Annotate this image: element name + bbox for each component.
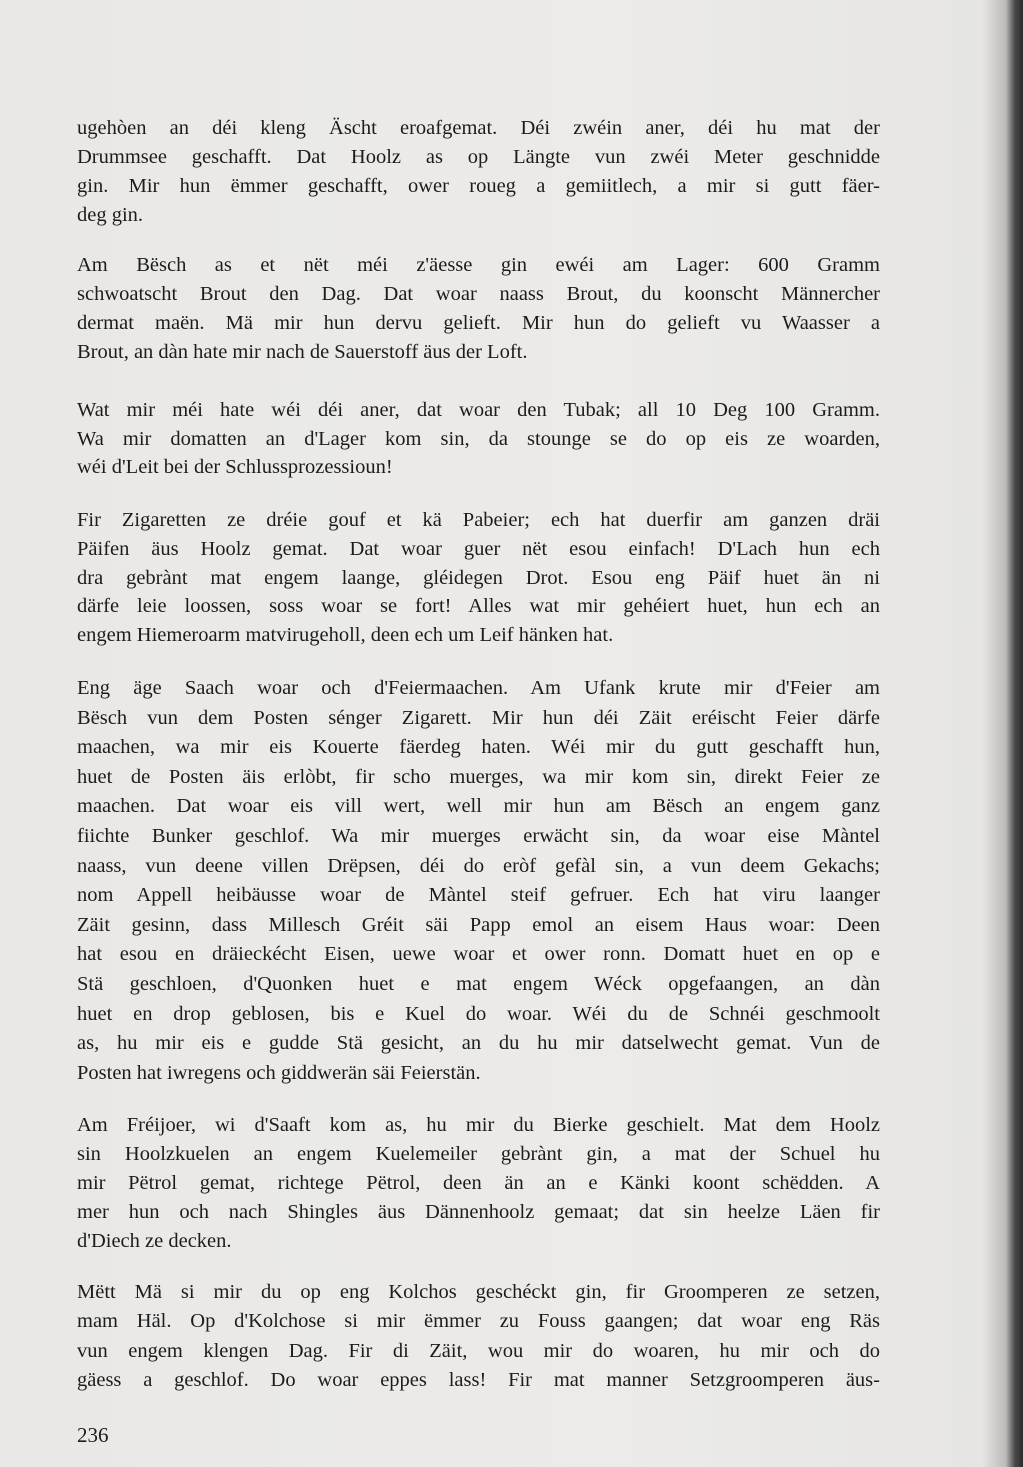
text-line: Bësch vun dem Posten sénger Zigarett. Mir hun déi Zäit eréischt Feier därfe <box>77 706 880 729</box>
text-line: mir Pëtrol gemat, richtege Pëtrol, deen än an e Känki koont schëdden. A <box>77 1172 880 1194</box>
text-line: Eng äge Saach woar och d'Feiermaachen. Am Ufank krute mir d'Feier am <box>77 677 880 699</box>
text-line: gin. Mir hun ëmmer geschafft, ower roueg a gemiitlech, a mir si gutt fäer- <box>77 175 880 197</box>
text-line: därfe leie loossen, soss woar se fort! Alles wat mir gehéiert huet, hun ech an <box>77 595 880 618</box>
text-line: huet de Posten äis erlòbt, fir scho muerges, wa mir kom sin, direkt Feier ze <box>77 765 880 788</box>
text-line: maachen, wa mir eis Kouerte fäerdeg haten. Wéi mir du gutt geschafft hun, <box>77 736 880 759</box>
text-line: gäess a geschlof. Do woar eppes lass! Fir mat manner Setzgroomperen äus- <box>77 1368 880 1391</box>
text-line: d'Diech ze decken. <box>77 1230 232 1252</box>
text-line: dra gebrànt mat engem laange, gléidegen Drot. Esou eng Päif huet än ni <box>77 566 880 589</box>
text-line: Stä geschloen, d'Quonken huet e mat engem Wéck opgefaangen, an dàn <box>77 973 880 995</box>
text-line: Wa mir domatten an d'Lager kom sin, da stounge se do op eis ze woarden, <box>77 427 880 450</box>
text-line: fiichte Bunker geschlof. Wa mir muerges erwächt sin, da woar eise Màntel <box>77 825 880 847</box>
text-line: Drummsee geschafft. Dat Hoolz as op Längte vun zwéi Meter geschnidde <box>77 146 880 168</box>
text-line: Mëtt Mä si mir du op eng Kolchos geschéckt gin, fir Groomperen ze setzen, <box>77 1281 880 1303</box>
text-line: wéi d'Leit bei der Schlussprozessioun! <box>77 456 393 479</box>
text-line: mer hun och nach Shingles äus Dännenhoolz gemaat; dat sin heelze Läen fir <box>77 1201 880 1223</box>
page-number: 236 <box>77 1423 109 1447</box>
text-line: Posten hat iwregens och giddwerän säi Feierstän. <box>77 1061 481 1084</box>
text-line: Wat mir méi hate wéi déi aner, dat woar den Tubak; all 10 Deg 100 Gramm. <box>77 399 880 421</box>
text-line: engem Hiemeroarm matvirugeholl, deen ech um Leif hänken hat. <box>77 624 614 647</box>
text-line: maachen. Dat woar eis vill wert, well mir hun am Bësch an engem ganz <box>77 795 880 818</box>
text-line: nom Appell heibäusse woar de Màntel steif gefruer. Ech hat viru laanger <box>77 884 880 907</box>
text-line: sin Hoolzkuelen an engem Kuelemeiler gebrànt gin, a mat der Schuel hu <box>77 1143 880 1165</box>
text-line: Fir Zigaretten ze dréie gouf et kä Pabeier; ech hat duerfir am ganzen dräi <box>77 509 880 531</box>
text-line: mam Häl. Op d'Kolchose si mir ëmmer zu Fouss gaangen; dat woar eng Räs <box>77 1310 880 1333</box>
text-line: Zäit gesinn, dass Millesch Gréit säi Papp emol an eisem Haus woar: Deen <box>77 913 880 936</box>
text-line: Am Bësch as et nët méi z'äesse gin ewéi am Lager: 600 Gramm <box>77 254 880 276</box>
text-line: ugehòen an déi kleng Äscht eroafgemat. Déi zwéin aner, déi hu mat der <box>77 117 880 139</box>
text-line: Brout, an dàn hate mir nach de Sauerstoff äus der Loft. <box>77 341 528 363</box>
text-line: vun engem klengen Dag. Fir di Zäit, wou mir do woaren, hu mir och do <box>77 1339 880 1362</box>
text-line: naass, vun deene villen Drëpsen, déi do eròf gefàl sin, a vun deem Gekachs; <box>77 854 880 877</box>
text-line: Päifen äus Hoolz gemat. Dat woar guer nët esou einfach! D'Lach hun ech <box>77 537 880 560</box>
text-line: Am Fréijoer, wi d'Saaft kom as, hu mir du Bierke geschielt. Mat dem Hoolz <box>77 1114 880 1136</box>
text-line: dermat maën. Mä mir hun dervu gelieft. Mir hun do gelieft vu Waasser a <box>77 312 880 334</box>
text-line: huet en drop geblosen, bis e Kuel do woar. Wéi du de Schnéi geschmoolt <box>77 1002 880 1025</box>
text-line: deg gin. <box>77 204 144 226</box>
text-line: as, hu mir eis e gudde Stä gesicht, an du hu mir datselwecht gemat. Vun de <box>77 1032 880 1055</box>
text-line: hat esou en dräieckécht Eisen, uewe woar et ower ronn. Domatt huet en op e <box>77 943 880 966</box>
text-line: schwoatscht Brout den Dag. Dat woar naass Brout, du koonscht Männercher <box>77 283 880 305</box>
